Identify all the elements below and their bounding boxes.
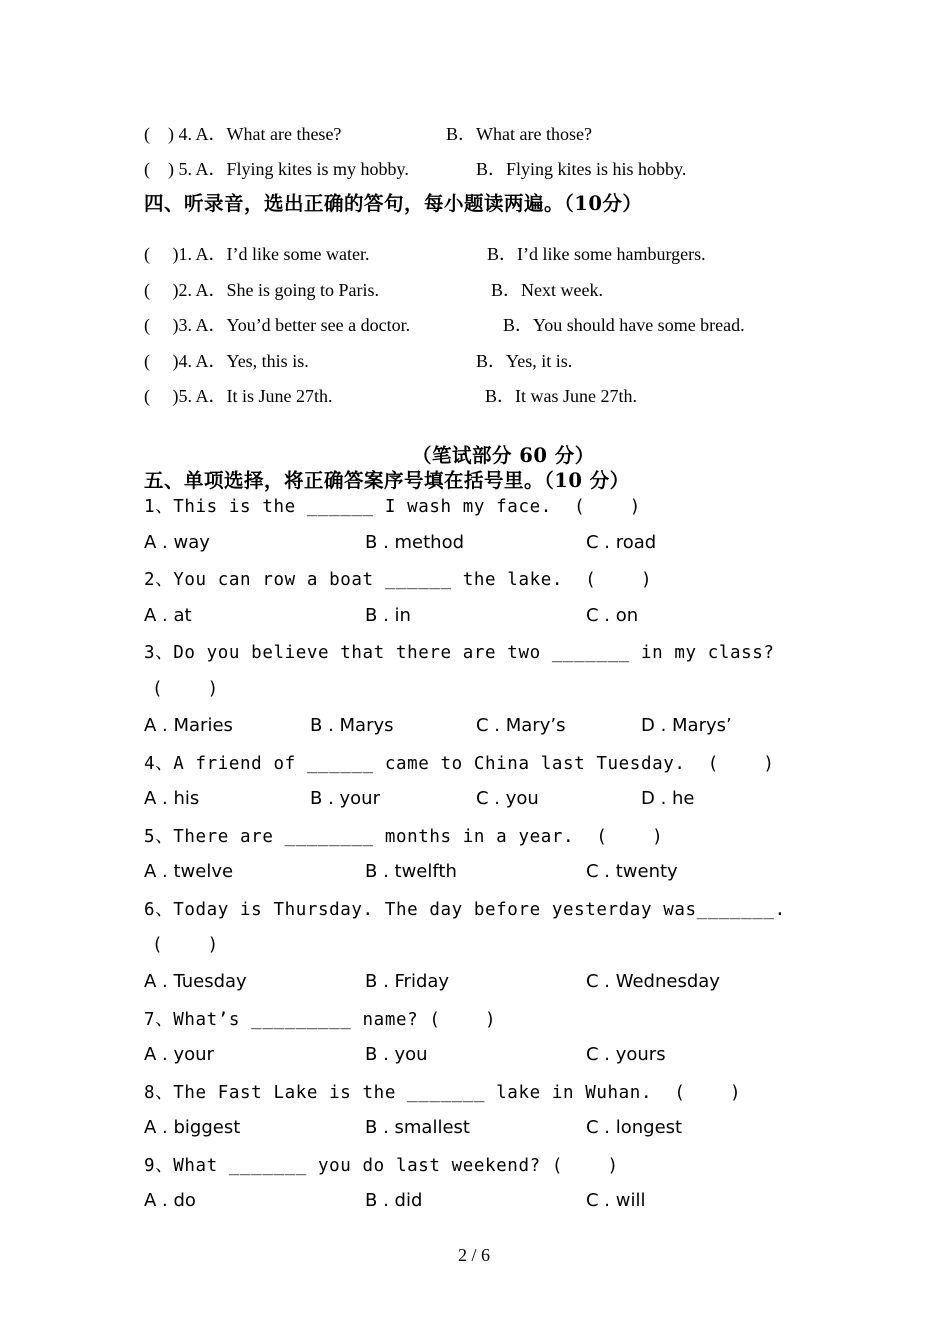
q9-option-a: A . do [144,1190,196,1211]
q4-option-a: A . his [144,788,200,809]
s4-item-4-a: ( )4. A．Yes, this is. [144,351,309,371]
q1-option-b: B . method [365,532,465,553]
q3-option-b: B . Marys [310,715,394,736]
q3-option-c: C . Mary’s [476,715,566,736]
s4-item-1-a: ( )1. A．I’d like some water. [144,244,370,264]
question-9: 9、What _______ you do last weekend? ( ) [144,1156,619,1176]
s4-item-1-b: B．I’d like some hamburgers. [487,244,706,264]
s4-item-2-a: ( )2. A．She is going to Paris. [144,280,380,300]
q6-option-b: B . Friday [365,971,450,992]
question-3-paren: ( ) [152,679,219,699]
q9-option-c: C . will [586,1190,646,1211]
question-3: 3、Do you believe that there are two _______ in my class? [144,643,775,663]
q6-option-c: C . Wednesday [586,971,720,992]
q8-option-a: A . biggest [144,1117,241,1138]
listening-q4-b: B．What are those? [446,124,592,144]
q4-option-d: D . he [641,788,695,809]
q2-option-a: A . at [144,605,192,626]
listening-q5-b: B．Flying kites is his hobby. [476,159,687,179]
s4-item-5-a: ( )5. A．It is June 27th. [144,386,333,406]
q3-option-d: D . Marys’ [641,715,732,736]
question-2: 2、You can row a boat ______ the lake. ( ) [144,570,653,590]
q5-option-c: C . twenty [586,861,678,882]
q4-option-c: C . you [476,788,539,809]
question-7: 7、What’s _________ name? ( ) [144,1010,497,1030]
q2-option-b: B . in [365,605,411,626]
question-6: 6、Today is Thursday. The day before yesterday was_______. [144,900,786,920]
q5-option-b: B . twelfth [365,861,457,882]
page-number: 2 / 6 [458,1245,491,1265]
q1-option-c: C . road [586,532,657,553]
q6-option-a: A . Tuesday [144,971,247,992]
q8-option-c: C . longest [586,1117,683,1138]
written-part-heading: （笔试部分 60 分） [412,444,595,467]
s4-item-3-b: B．You should have some bread. [503,315,745,335]
question-4: 4、A friend of ______ came to China last Tuesday. ( ) [144,754,775,774]
q4-option-b: B . your [310,788,380,809]
q7-option-c: C . yours [586,1044,666,1065]
s4-item-5-b: B．It was June 27th. [485,386,637,406]
listening-q5-a: ( ) 5. A．Flying kites is my hobby. [144,159,409,179]
q7-option-b: B . you [365,1044,428,1065]
listening-q4-a: ( ) 4. A．What are these? [144,124,342,144]
s4-item-2-b: B．Next week. [491,280,603,300]
s4-item-3-a: ( )3. A．You’d better see a doctor. [144,315,411,335]
s4-item-4-b: B．Yes, it is. [476,351,573,371]
section4-title: 四、听录音，选出正确的答句，每小题读两遍。（10分） [144,192,643,215]
question-5: 5、There are ________ months in a year. ( ) [144,827,664,847]
q8-option-b: B . smallest [365,1117,470,1138]
question-8: 8、The Fast Lake is the _______ lake in Wuhan. ( ) [144,1083,742,1103]
q1-option-a: A . way [144,532,210,553]
section5-title: 五、单项选择，将正确答案序号填在括号里。（10 分） [144,469,630,492]
question-6-paren: ( ) [152,935,219,955]
q5-option-a: A . twelve [144,861,234,882]
q2-option-c: C . on [586,605,639,626]
q9-option-b: B . did [365,1190,423,1211]
q7-option-a: A . your [144,1044,214,1065]
q3-option-a: A . Maries [144,715,233,736]
question-1: 1、This is the ______ I wash my face. ( ) [144,497,641,517]
